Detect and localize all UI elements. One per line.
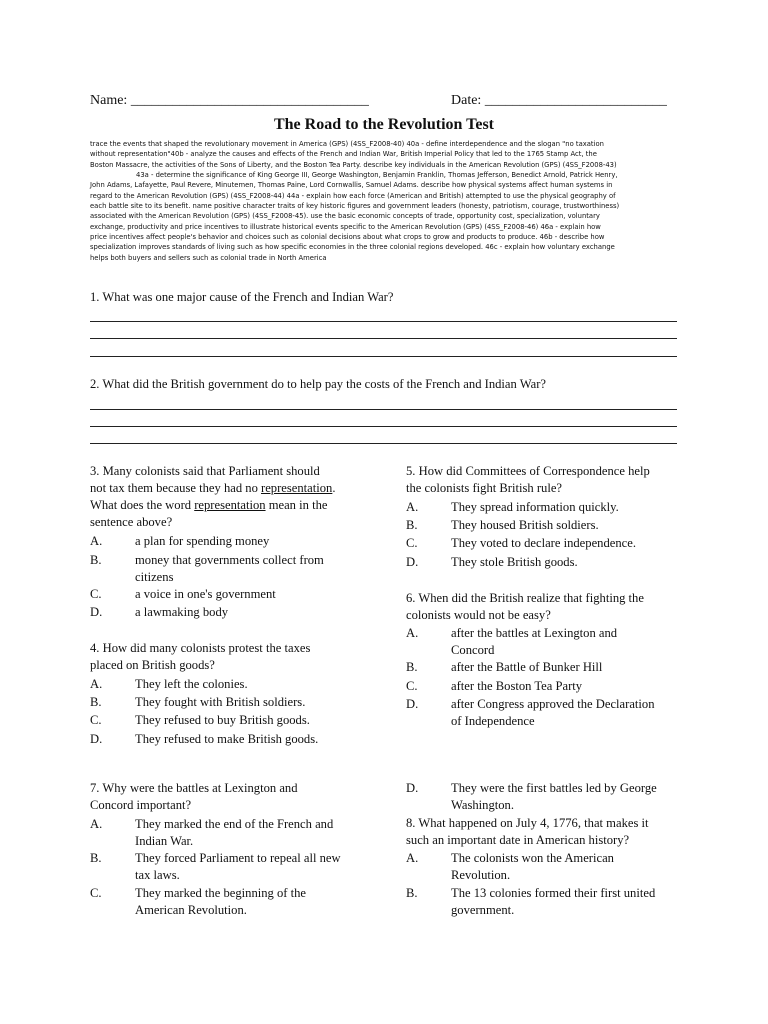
option-text: money that governments collect from — [135, 553, 324, 567]
question-4-line: 4. How did many colonists protest the taxes — [90, 641, 311, 655]
option-text: They were the first battles led by George — [451, 781, 657, 795]
option-text: They left the colonies. — [135, 677, 248, 691]
option-text: a plan for spending money — [135, 534, 270, 548]
q4-option-d[interactable] — [90, 731, 370, 748]
standards-line: price incentives affect people's behavior and choices such as colonial decisions about what crops to grow and products to produce. 46b - describe how — [90, 233, 605, 242]
q8-option-b[interactable] — [406, 885, 706, 919]
question-7-line: Concord important? — [90, 798, 192, 812]
page-title: The Road to the Revolution Test — [273, 116, 495, 133]
question-7-line: 7. Why were the battles at Lexington and — [90, 781, 298, 795]
q5-option-c[interactable] — [406, 535, 706, 552]
q3-option-b[interactable] — [90, 552, 370, 586]
question-4-line: placed on British goods? — [90, 658, 215, 672]
question-8-line: 8. What happened on July 4, 1776, that makes it — [406, 816, 649, 830]
option-letter: C. — [90, 587, 102, 601]
option-text: They housed British soldiers. — [451, 518, 599, 532]
option-text: They voted to declare independence. — [451, 536, 636, 550]
option-text: American Revolution. — [135, 903, 247, 917]
option-letter: C. — [406, 536, 418, 550]
option-text: The 13 colonies formed their first united — [451, 886, 656, 900]
q8-option-a[interactable] — [406, 850, 706, 884]
question-6-line: 6. When did the British realize that fighting the — [406, 591, 644, 605]
option-letter: C. — [406, 679, 418, 693]
question-4 — [90, 640, 370, 674]
standards-line: without representation"40b - analyze the causes and effects of the French and Indian War, British Imperial Policy that led to the 1765 Stamp Act, the — [90, 150, 597, 159]
standards-line: specialization improves standards of living such as how specific economies in the three colonial regions developed. 46c - explain how voluntary exchange — [90, 243, 615, 252]
question-3-line: sentence above? — [90, 515, 173, 529]
q6-option-b[interactable] — [406, 659, 706, 676]
option-text: Revolution. — [451, 868, 511, 882]
q4-option-b[interactable] — [90, 694, 370, 711]
option-text: Concord — [451, 643, 495, 657]
question-3 — [90, 463, 370, 531]
q5-option-d[interactable] — [406, 554, 706, 571]
option-text: They marked the end of the French and — [135, 817, 334, 831]
option-text: The colonists won the American — [451, 851, 614, 865]
option-text: They spread information quickly. — [451, 500, 619, 514]
question-5-line: the colonists fight British rule? — [406, 481, 563, 495]
option-text: They refused to make British goods. — [135, 732, 319, 746]
date-blank[interactable]: __________________________ — [484, 93, 667, 108]
q3-option-a[interactable] — [90, 533, 370, 550]
q3-option-d[interactable] — [90, 604, 370, 621]
option-letter: B. — [90, 553, 102, 567]
option-text: a lawmaking body — [135, 605, 229, 619]
answer-line-2c[interactable] — [90, 443, 677, 444]
q7-option-d[interactable] — [406, 780, 706, 814]
q7-option-a[interactable] — [90, 816, 370, 850]
answer-line-1c[interactable] — [90, 356, 677, 357]
option-text: government. — [451, 903, 515, 917]
option-letter: C. — [90, 886, 102, 900]
answer-line-2b[interactable] — [90, 426, 677, 427]
option-letter: D. — [406, 555, 419, 569]
question-2: 2. What did the British government do to help pay the costs of the French and Indian War? — [90, 377, 546, 391]
option-letter: A. — [406, 626, 419, 640]
option-letter: D. — [406, 697, 419, 711]
answer-line-1b[interactable] — [90, 338, 677, 339]
name-label: Name: — [90, 93, 128, 108]
q5-option-a[interactable] — [406, 499, 706, 516]
question-3-line: 3. Many colonists said that Parliament should — [90, 464, 320, 478]
answer-line-1a[interactable] — [90, 321, 677, 322]
q4-option-c[interactable] — [90, 712, 370, 729]
option-text: They forced Parliament to repeal all new — [135, 851, 341, 865]
q7-option-c[interactable] — [90, 885, 370, 919]
option-letter: B. — [406, 660, 418, 674]
q6-option-c[interactable] — [406, 678, 706, 695]
option-letter: D. — [90, 605, 103, 619]
option-text: They refused to buy British goods. — [135, 713, 310, 727]
name-blank[interactable]: __________________________________ — [130, 93, 369, 108]
option-text: They stole British goods. — [451, 555, 578, 569]
option-letter: B. — [406, 886, 418, 900]
standards-line: exchange, productivity and price incentives to illustrate historical events specific to the American Revolution (GPS) (4SS_F2008-46) 46a - explain how — [90, 222, 601, 231]
option-letter: D. — [406, 781, 419, 795]
question-5 — [406, 463, 706, 497]
q3-option-c[interactable] — [90, 586, 370, 603]
option-text: a voice in one's government — [135, 587, 276, 601]
option-letter: A. — [90, 677, 103, 691]
question-1: 1. What was one major cause of the French and Indian War? — [90, 290, 394, 304]
option-letter: A. — [406, 500, 419, 514]
question-7 — [90, 780, 370, 814]
standards-line: regard to the American Revolution (GPS) (4SS_F2008-44) 44a - explain how each force (American and British) attempted to use the physical geography of — [90, 191, 616, 200]
option-letter: B. — [90, 695, 102, 709]
date-field[interactable] — [451, 93, 667, 109]
question-3-line: not tax them because they had no representation. — [90, 481, 336, 495]
standards-line: Boston Massacre, the activities of the Sons of Liberty, and the Boston Tea Party. describe key individuals in the American Revolution (GPS) (4SS_F2008-43) — [90, 160, 617, 169]
standards-line: helps both buyers and sellers such as colonial trade in North America — [90, 253, 327, 262]
option-text: after the Boston Tea Party — [451, 679, 583, 693]
option-letter: B. — [90, 851, 102, 865]
answer-line-2a[interactable] — [90, 409, 677, 410]
q6-option-d[interactable] — [406, 696, 706, 730]
option-text: after Congress approved the Declaration — [451, 697, 655, 711]
standards-line: each battle site to its benefit. name positive character traits of key historic figures and government leaders (honesty, patriotism, courage, trustworthiness) — [90, 202, 620, 211]
question-8-line: such an important date in American history? — [406, 833, 630, 847]
option-text: They marked the beginning of the — [135, 886, 307, 900]
option-letter: C. — [90, 713, 102, 727]
option-letter: A. — [90, 534, 103, 548]
option-text: citizens — [135, 570, 174, 584]
standards-line: John Adams, Lafayette, Paul Revere, Minutemen, Thomas Paine, Lord Cornwallis, Samuel Adams. describe how physical systems affect human systems in — [90, 181, 613, 190]
option-text: of Independence — [451, 714, 535, 728]
q7-option-b[interactable] — [90, 850, 370, 884]
standards-paragraph — [90, 139, 680, 263]
option-text: tax laws. — [135, 868, 180, 882]
question-3-line: What does the word representation mean in the — [90, 498, 328, 512]
option-letter: D. — [90, 732, 103, 746]
standards-line: trace the events that shaped the revolutionary movement in America (GPS) (4SS_F2008-40) 40a - define interdependence and the slogan "no taxation — [90, 140, 604, 148]
option-text: Indian War. — [135, 834, 194, 848]
standards-line: 43a - determine the significance of King George III, George Washington, Benjamin Franklin, Thomas Jefferson, Benedict Arnold, Patrick Henry, — [136, 171, 618, 180]
option-text: after the Battle of Bunker Hill — [451, 660, 603, 674]
q5-option-b[interactable] — [406, 517, 706, 534]
standards-line: associated with the American Revolution (GPS) (4SS_F2008-45). use the basic economic concepts of trade, opportunity cost, specialization, voluntary — [90, 212, 600, 221]
question-5-line: 5. How did Committees of Correspondence help — [406, 464, 650, 478]
option-text: They fought with British soldiers. — [135, 695, 306, 709]
q4-option-a[interactable] — [90, 676, 370, 693]
option-text: after the battles at Lexington and — [451, 626, 618, 640]
option-letter: A. — [90, 817, 103, 831]
name-field[interactable] — [90, 93, 369, 109]
question-6 — [406, 590, 706, 624]
option-text: Washington. — [451, 798, 514, 812]
q6-option-a[interactable] — [406, 625, 706, 659]
option-letter: B. — [406, 518, 418, 532]
option-letter: A. — [406, 851, 419, 865]
date-label: Date: — [451, 93, 482, 108]
question-8 — [406, 815, 706, 849]
question-6-line: colonists would not be easy? — [406, 608, 551, 622]
